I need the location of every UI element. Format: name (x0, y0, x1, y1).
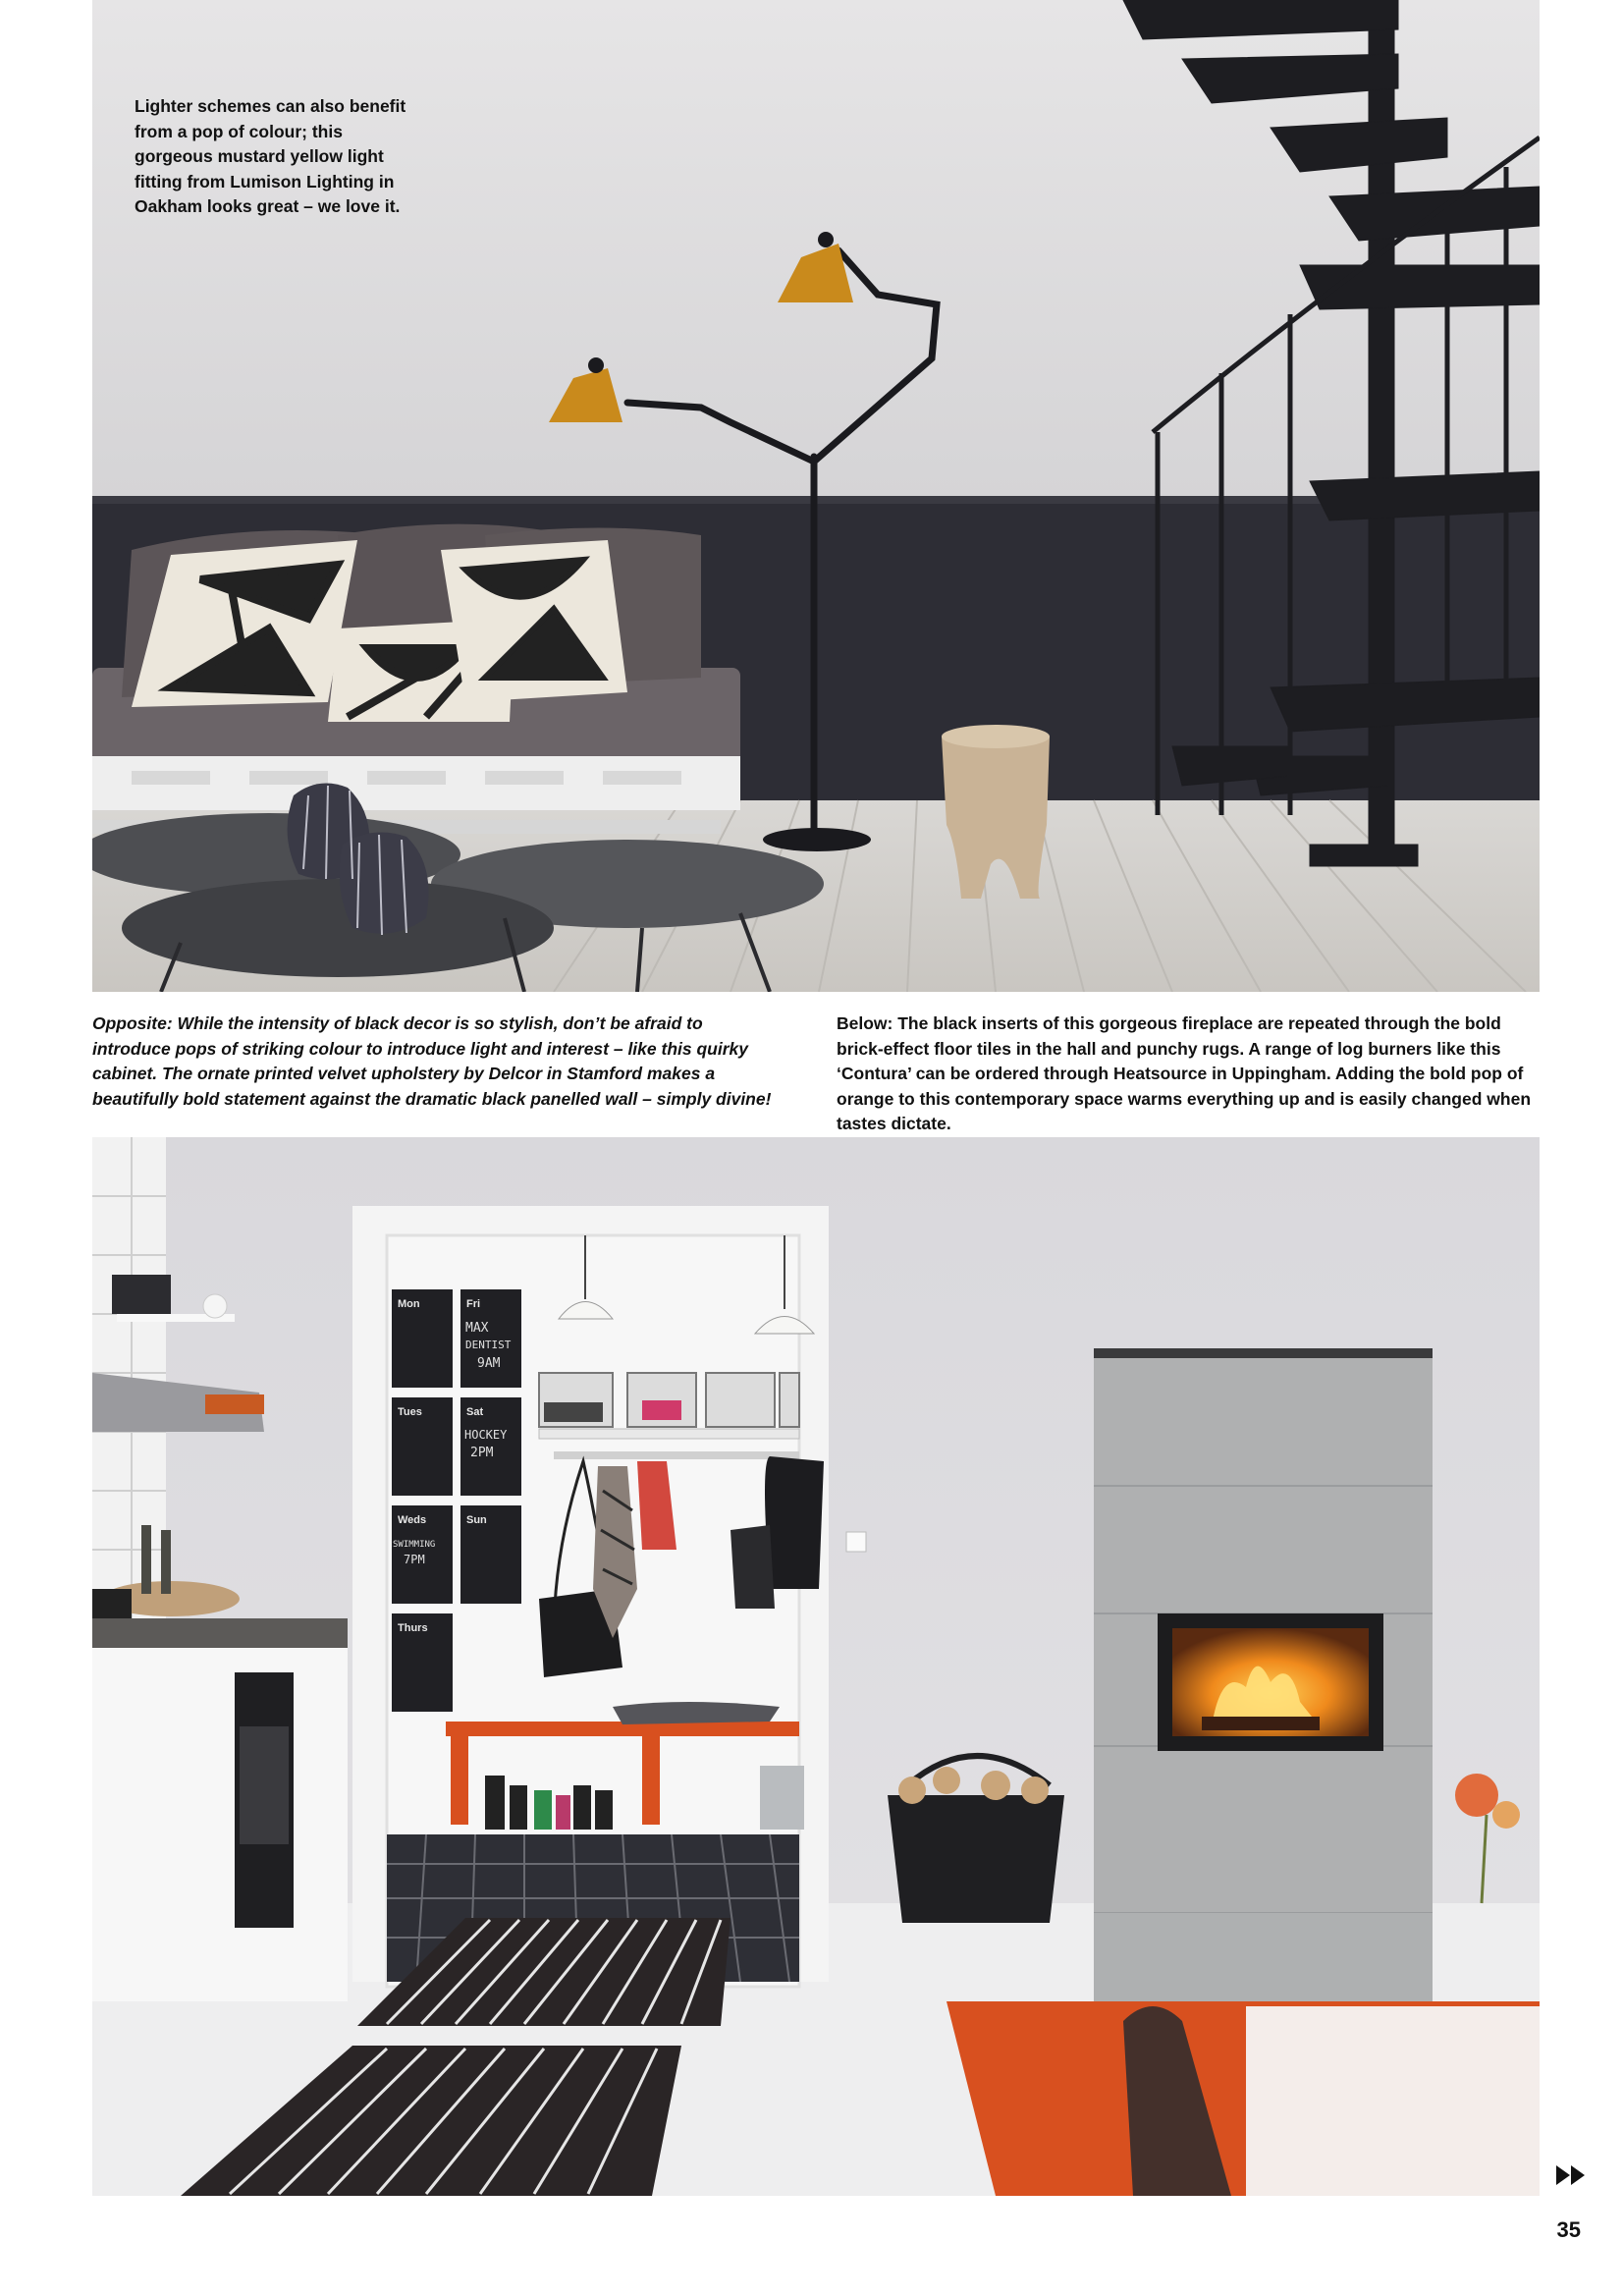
board-sat-note-2: 2PM (470, 1446, 494, 1460)
caption-opposite-text: Opposite: While the intensity of black decor is so stylish, don’t be afraid to introduce pops of striking colour to introduce light and interest – like this quirky cabinet. The ornate printed velvet upholstery by (92, 1013, 748, 1083)
fireplace-room-photo (92, 1137, 1540, 2196)
caption-opposite (92, 1011, 780, 1112)
board-fri-note-1: MAX (465, 1321, 489, 1336)
board-tues: Tues (398, 1406, 422, 1418)
caption-below-brand: Heatsource (1112, 1064, 1208, 1083)
board-fri: Fri (466, 1298, 481, 1310)
caption-lamp (135, 94, 419, 220)
board-thurs: Thurs (398, 1622, 428, 1634)
board-weds-note-2: 7PM (404, 1553, 425, 1566)
board-fri-note-3: 9AM (477, 1356, 501, 1371)
caption-lamp-brand: Lumison Lighting (230, 171, 374, 191)
board-weds: Weds (398, 1514, 427, 1526)
board-sun: Sun (466, 1514, 487, 1526)
page-number: 35 (1556, 2217, 1581, 2242)
board-sat-note-1: HOCKEY (464, 1428, 508, 1442)
caption-lamp-text: Lighter schemes can also benefit from a pop of colour; this gorgeous mustard yellow light fitting from (135, 96, 406, 191)
caption-below (837, 1011, 1540, 1137)
board-mon: Mon (398, 1298, 420, 1310)
caption-lamp-text-end: in Oakham looks great – we love it. (135, 171, 401, 216)
board-sat: Sat (466, 1406, 484, 1418)
board-weds-note-1: SWIMMING (393, 1540, 436, 1550)
caption-below-text-end: in Uppingham. Adding the bold pop of orange to this contemporary space warms everything up and is easily changed when tastes dictate. (837, 1064, 1532, 1133)
caption-opposite-text-end: in Stamford makes a beautifully bold statement against the dramatic black panelled wall – simply divine! (92, 1064, 772, 1109)
board-fri-note-2: DENTIST (465, 1339, 512, 1351)
next-page-arrows-icon[interactable] (1554, 2163, 1588, 2187)
cushion-right (441, 540, 627, 702)
caption-below-text: Below: The black inserts of this gorgeous fireplace are repeated through the bold brick-effect floor tiles in the hall and punchy rugs. A range of log burners like this ‘Contura’ can be ordered through (837, 1013, 1501, 1083)
caption-opposite-brand: Delcor (488, 1064, 543, 1083)
